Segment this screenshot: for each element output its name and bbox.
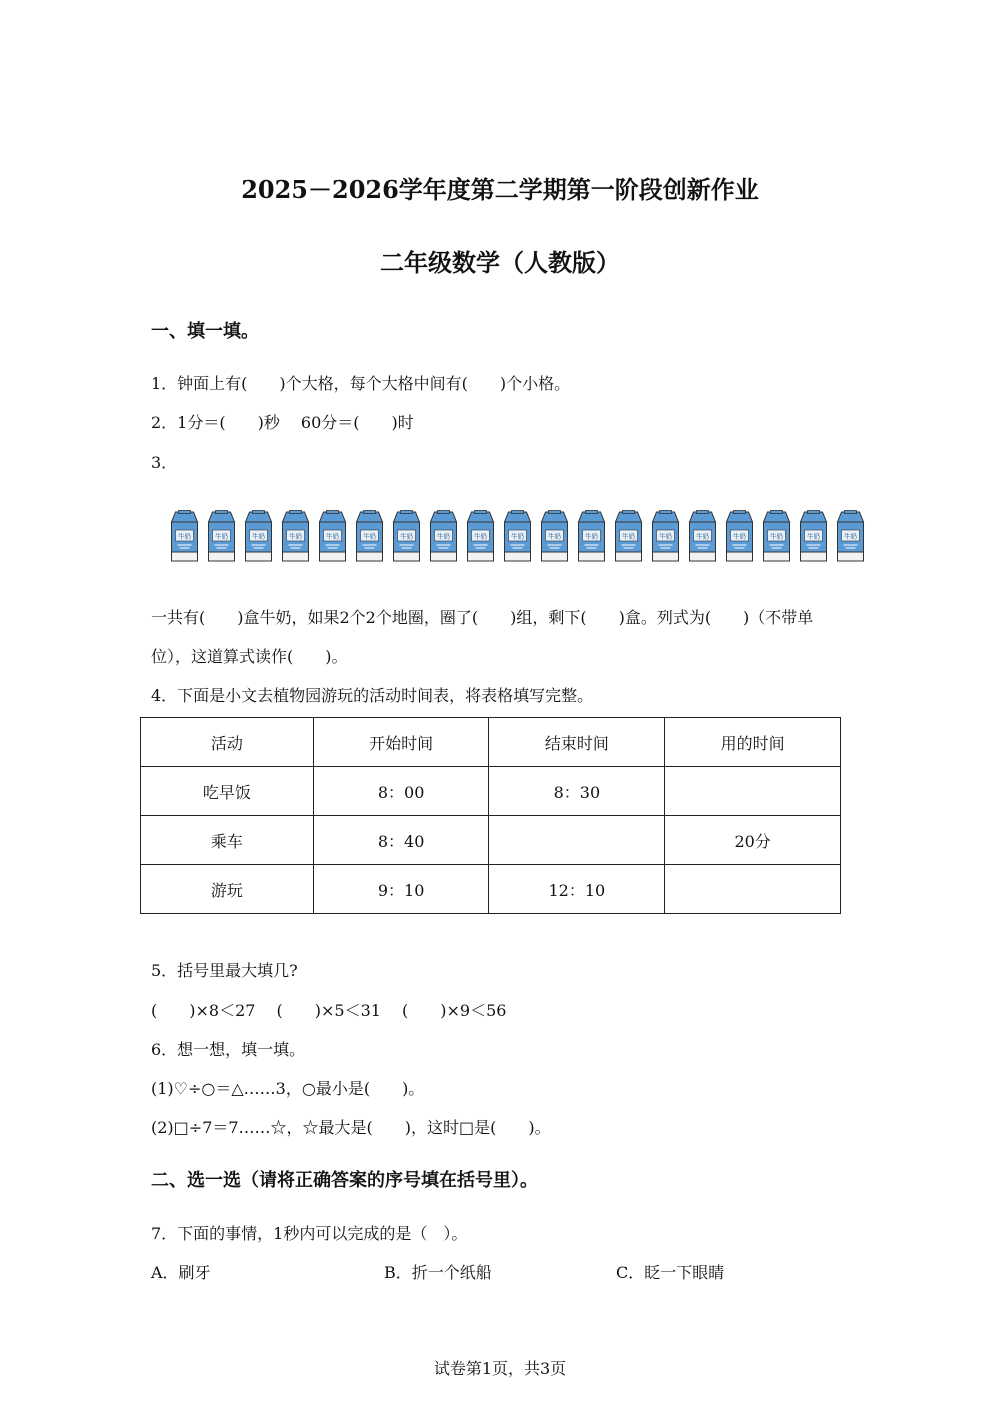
question-4: 4．下面是小文去植物园游玩的活动时间表，将表格填写完整。 [151, 686, 594, 705]
milk-carton-icon [166, 510, 203, 562]
milk-carton-icon [610, 510, 647, 562]
milk-carton-icon [240, 510, 277, 562]
question-5-expressions: ( )×8＜27 ( )×5＜31 ( )×9＜56 [151, 1001, 507, 1020]
question-5: 5．括号里最大填几? [151, 961, 298, 980]
milk-carton-icon [351, 510, 388, 562]
table-row [141, 816, 841, 865]
milk-carton-icon [795, 510, 832, 562]
milk-carton-icon [277, 510, 314, 562]
table-cell: 吃早饭 [141, 767, 314, 816]
milk-carton-label: 牛奶 [178, 532, 191, 541]
table-cell[interactable] [665, 767, 841, 816]
question-1: 1．钟面上有( )个大格，每个大格中间有( )个小格。 [151, 374, 571, 393]
question-6-part-2: (2)□÷7＝7……☆，☆最大是( )，这时□是( )。 [151, 1118, 551, 1137]
table-cell: 20分 [665, 816, 841, 865]
page-title: 2025－2026学年度第二学期第一阶段创新作业 [241, 175, 759, 204]
question-3-line-2: 位），这道算式读作( )。 [151, 647, 348, 666]
milk-carton-label: 牛奶 [733, 532, 746, 541]
table-header-cell: 结束时间 [489, 718, 665, 767]
milk-carton-label: 牛奶 [474, 532, 487, 541]
table-cell: 9：10 [313, 865, 489, 914]
option-b[interactable]: B．折一个纸船 [384, 1263, 492, 1282]
milk-carton-icon [832, 510, 869, 562]
option-c[interactable]: C．眨一下眼睛 [616, 1263, 725, 1282]
milk-carton-icon [388, 510, 425, 562]
schedule-table [140, 717, 841, 914]
table-header-cell: 活动 [141, 718, 314, 767]
section-heading-choice: 二、选一选（请将正确答案的序号填在括号里）。 [151, 1170, 538, 1191]
table-cell: 8：40 [313, 816, 489, 865]
milk-carton-icon [203, 510, 240, 562]
milk-carton-icon [536, 510, 573, 562]
milk-carton-label: 牛奶 [622, 532, 635, 541]
milk-carton-icon [647, 510, 684, 562]
milk-carton-label: 牛奶 [363, 532, 376, 541]
milk-carton-icon [573, 510, 610, 562]
question-6: 6．想一想，填一填。 [151, 1040, 306, 1059]
table-header-row [141, 718, 841, 767]
table-row [141, 767, 841, 816]
page-subtitle: 二年级数学（人教版） [380, 248, 620, 277]
milk-carton-label: 牛奶 [770, 532, 783, 541]
milk-carton-label: 牛奶 [400, 532, 413, 541]
milk-carton-label: 牛奶 [437, 532, 450, 541]
milk-carton-icon [499, 510, 536, 562]
milk-carton-icon [314, 510, 351, 562]
section-heading-fill: 一、填一填。 [151, 321, 259, 342]
milk-carton-icon [684, 510, 721, 562]
milk-carton-label: 牛奶 [659, 532, 672, 541]
option-a[interactable]: A．刷牙 [151, 1263, 211, 1282]
milk-carton-label: 牛奶 [252, 532, 265, 541]
table-cell: 8：00 [313, 767, 489, 816]
milk-carton-icon [425, 510, 462, 562]
milk-carton-label: 牛奶 [548, 532, 561, 541]
milk-carton-icon [462, 510, 499, 562]
table-cell: 8：30 [489, 767, 665, 816]
milk-carton-label: 牛奶 [511, 532, 524, 541]
milk-carton-icon [721, 510, 758, 562]
table-cell: 游玩 [141, 865, 314, 914]
milk-carton-label: 牛奶 [215, 532, 228, 541]
milk-carton-label: 牛奶 [585, 532, 598, 541]
question-3-line-1: 一共有( )盒牛奶，如果2个2个地圈，圈了( )组，剩下( )盒。列式为( )（不带单 [151, 608, 814, 627]
page-footer: 试卷第1页，共3页 [433, 1359, 567, 1378]
question-2: 2．1分＝( )秒 60分＝( )时 [151, 413, 414, 432]
milk-carton-label: 牛奶 [844, 532, 857, 541]
table-header-cell: 开始时间 [313, 718, 489, 767]
milk-carton-label: 牛奶 [289, 532, 302, 541]
milk-carton-label: 牛奶 [807, 532, 820, 541]
table-header-cell: 用的时间 [665, 718, 841, 767]
table-cell[interactable] [489, 816, 665, 865]
table-cell[interactable] [665, 865, 841, 914]
table-cell: 12：10 [489, 865, 665, 914]
table-cell: 乘车 [141, 816, 314, 865]
milk-carton-label: 牛奶 [326, 532, 339, 541]
question-7: 7．下面的事情，1秒内可以完成的是（ ）。 [151, 1224, 468, 1243]
table-row [141, 865, 841, 914]
question-3-number: 3． [151, 453, 178, 472]
milk-carton-icon [758, 510, 795, 562]
question-6-part-1: (1)♡÷○＝△……3，○最小是( )。 [151, 1079, 425, 1098]
milk-carton-row [166, 510, 866, 562]
milk-carton-label: 牛奶 [696, 532, 709, 541]
